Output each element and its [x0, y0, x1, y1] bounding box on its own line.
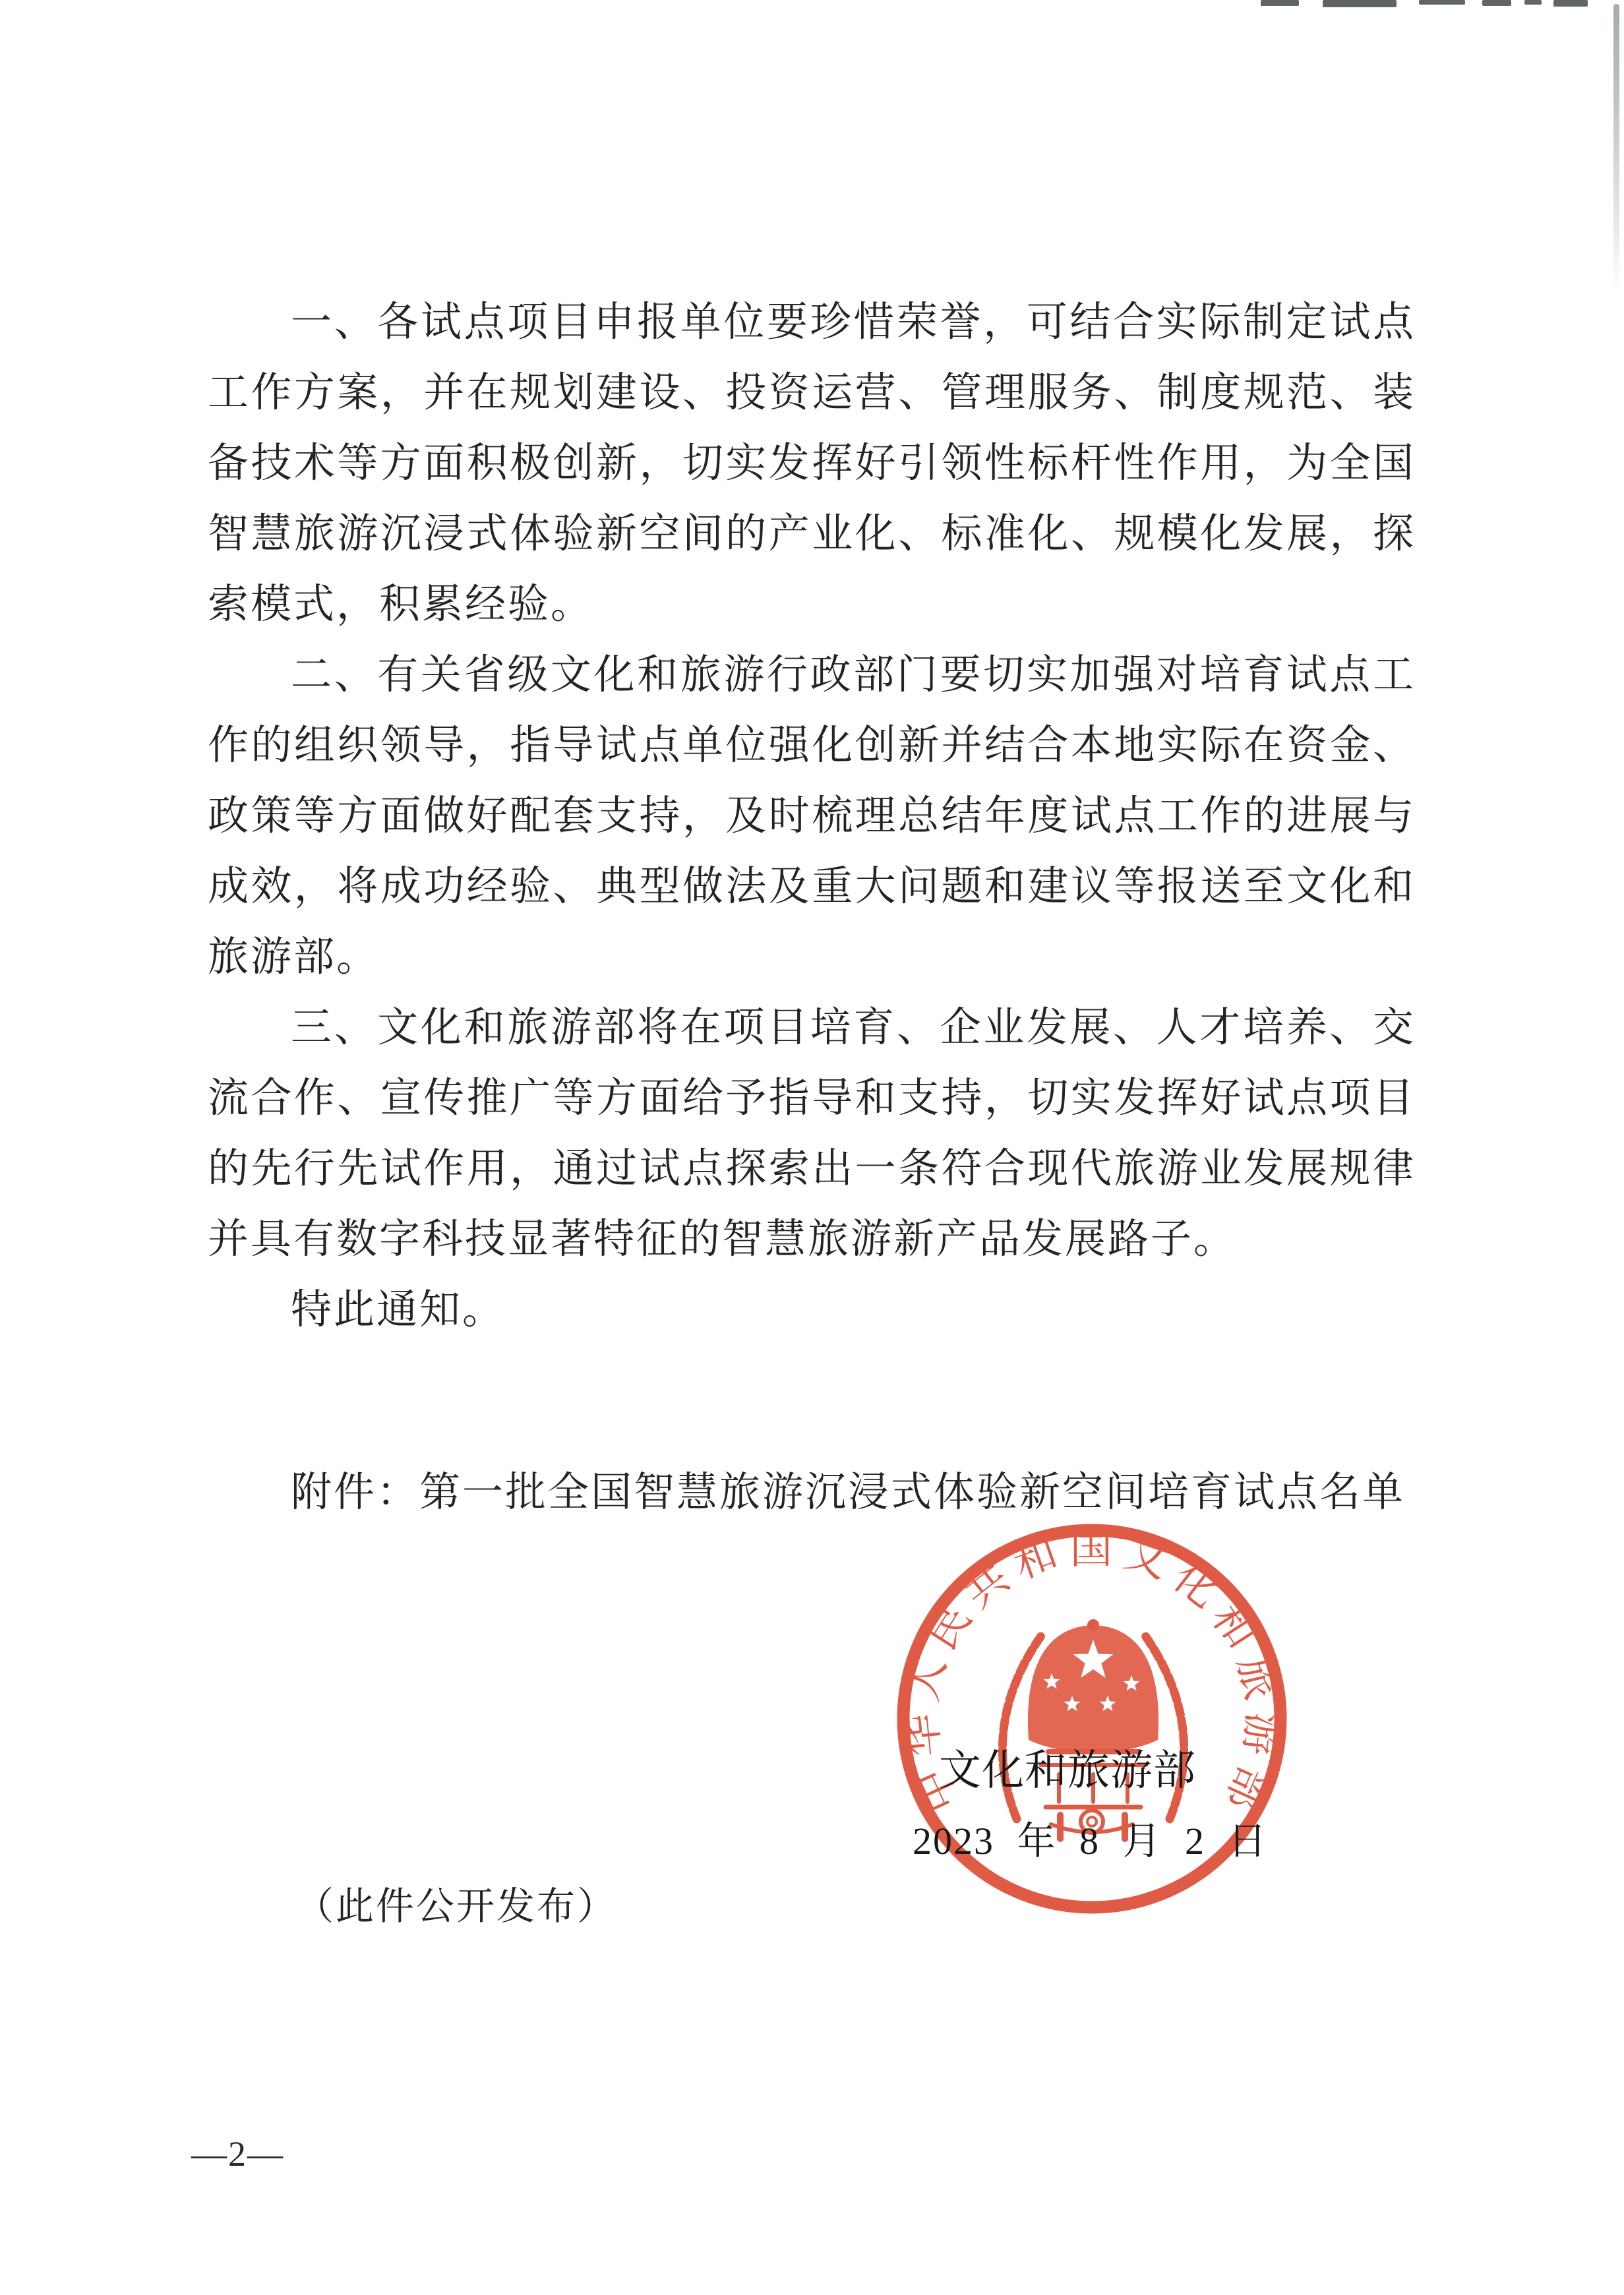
body-line: 索模式，积累经验。: [208, 582, 594, 627]
scan-artifact-top: [1553, 0, 1588, 7]
scan-artifact-top: [1524, 0, 1542, 5]
scan-artifact-top: [1419, 0, 1465, 5]
body-line: 流合作、宣传推广等方面给予指导和支持，切实发挥好试点项目: [208, 1076, 1416, 1121]
body-line: 工作方案，并在规划建设、投资运营、管理服务、制度规范、装: [208, 371, 1416, 415]
body-line: 备技术等方面积极创新，切实发挥好引领性标杆性作用，为全国: [208, 441, 1416, 486]
body-line: 智慧旅游沉浸式体验新空间的产业化、标准化、规模化发展，探: [208, 512, 1416, 556]
body-line: 一、各试点项目申报单位要珍惜荣誉，可结合实际制定试点: [291, 300, 1416, 345]
body-line: 并具有数字科技显著特征的智慧旅游新产品发展路子。: [208, 1217, 1237, 1262]
body-line: 旅游部。: [208, 935, 380, 980]
scan-artifact-top: [1323, 0, 1397, 7]
page-number: —2—: [191, 2134, 284, 2174]
body-line: 三、文化和旅游部将在项目培育、企业发展、人才培养、交: [291, 1005, 1416, 1050]
issuing-authority: 文化和旅游部: [939, 1747, 1196, 1794]
body-line: 成效，将成功经验、典型做法及重大问题和建议等报送至文化和: [208, 864, 1416, 909]
seal-arc-text: 中华人民共和国文化和旅游部: [897, 1525, 1286, 1819]
attachment-line: 附件：第一批全国智慧旅游沉浸式体验新空间培育试点名单: [291, 1470, 1406, 1515]
vertical-spacer: [208, 1346, 1416, 1458]
notice-body: [208, 287, 1416, 1528]
issue-date: 2023 年 8 月 2 日: [913, 1820, 1268, 1863]
national-emblem-icon: [1002, 1619, 1184, 1839]
scan-artifact-right-edge: [1613, 4, 1619, 294]
scan-artifact-top: [1261, 0, 1299, 6]
body-line: 作的组织领导，指导试点单位强化创新并结合本地实际在资金、: [208, 723, 1416, 768]
body-line: 二、有关省级文化和旅游行政部门要切实加强对培育试点工: [291, 653, 1416, 698]
scan-artifact-top: [1482, 0, 1511, 6]
body-line: 政策等方面做好配套支持，及时梳理总结年度试点工作的进展与: [208, 794, 1416, 839]
body-line: 的先行先试作用，通过试点探索出一条符合现代旅游业发展规律: [208, 1147, 1416, 1191]
publish-note: （此件公开发布）: [295, 1885, 618, 1928]
closing-line: 特此通知。: [291, 1288, 506, 1332]
